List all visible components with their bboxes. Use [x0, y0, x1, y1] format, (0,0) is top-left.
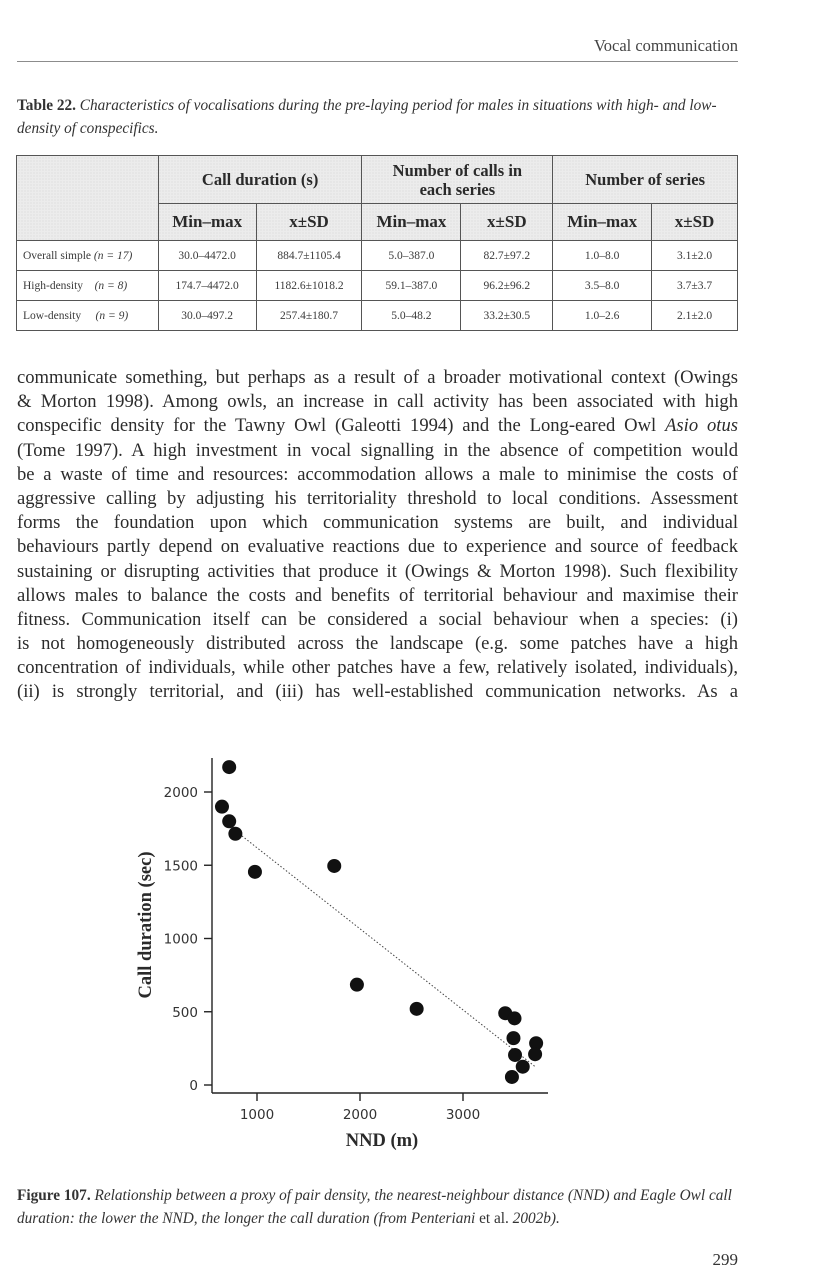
table-caption-label: Table 22.: [17, 97, 76, 114]
y-tick-label: 0: [189, 1078, 198, 1094]
y-tick-label: 1500: [163, 858, 198, 875]
x-tick-label: 2000: [342, 1107, 378, 1123]
group-header-call-duration: Call duration (s): [158, 156, 362, 204]
table-cell: 33.2±30.5: [461, 301, 553, 331]
table-cell: 884.7±1105.4: [256, 241, 362, 271]
table-cell: 5.0–48.2: [362, 301, 461, 331]
figure-caption-year: 2002b).: [508, 1210, 560, 1227]
data-table: [16, 155, 738, 331]
y-tick-label: 2000: [163, 785, 198, 801]
y-tick-label: 1000: [163, 931, 198, 948]
subheader: Min–max: [362, 204, 461, 241]
subheader: x±SD: [256, 204, 362, 241]
data-point: [508, 1048, 522, 1062]
y-ticks: [164, 785, 212, 1094]
table-cell: 30.0–497.2: [158, 301, 256, 331]
data-point: [215, 800, 229, 814]
subheader: x±SD: [461, 204, 553, 241]
figure-caption: [17, 1184, 742, 1230]
table-cell: 5.0–387.0: [362, 241, 461, 271]
chart-axes: [212, 758, 548, 1093]
table-row: [17, 301, 738, 331]
data-point: [410, 1002, 424, 1016]
data-point: [516, 1060, 530, 1074]
data-point: [327, 859, 341, 873]
data-point: [350, 978, 364, 992]
subheader: Min–max: [553, 204, 652, 241]
data-point: [506, 1031, 520, 1045]
y-tick-label: 500: [172, 1004, 198, 1021]
table-cell: 1.0–8.0: [553, 241, 652, 271]
group-header-number-of-series: Number of series: [553, 156, 738, 204]
x-tick-label: 1000: [239, 1107, 275, 1123]
text-line: & Morton 1998). Among owls, an increase in call activity has been associated with high: [17, 391, 738, 413]
table-cell: 82.7±97.2: [461, 241, 553, 271]
row-label: Overall simple (n = 17): [17, 241, 159, 271]
text-line: (Tome 1997). A high investment in vocal signalling in the absence of competition would: [17, 439, 738, 461]
text-line: sustaining or disrupting activities that produce it (Owings & Morton 1998). Such flexibility: [17, 560, 738, 582]
text-line: is not homogeneously distributed across the landscape (e.g. some patches have a high: [17, 633, 738, 655]
table-cell: 30.0–4472.0: [158, 241, 256, 271]
data-point: [228, 827, 242, 841]
body-paragraph: [17, 366, 738, 705]
trend-line: [236, 832, 536, 1068]
data-point: [222, 760, 236, 774]
scatter-chart: [0, 740, 815, 1180]
table-corner-cell: [17, 156, 159, 241]
data-point: [528, 1047, 542, 1061]
text-line: concentration of individuals, while other patches have a few, relatively isolated, individuals),: [17, 657, 738, 679]
x-ticks: [240, 1093, 480, 1123]
text-line: behaviours partly depend on evaluative reactions due to experience and source of feedback: [17, 536, 738, 558]
table-cell: 2.1±2.0: [652, 301, 738, 331]
x-axis-label: NND (m): [345, 1131, 419, 1151]
figure-caption-label: Figure 107.: [17, 1187, 91, 1204]
subheader: x±SD: [652, 204, 738, 241]
table-row: [17, 271, 738, 301]
table-cell: 3.5–8.0: [553, 271, 652, 301]
table-cell: 174.7–4472.0: [158, 271, 256, 301]
table-cell: 3.1±2.0: [652, 241, 738, 271]
text-line: communicate something, but perhaps as a result of a broader motivational context (Owings: [17, 367, 738, 388]
species-name: Asio otus: [665, 415, 738, 437]
table-caption-text: Characteristics of vocalisations during the pre-laying period for males in situations with high- and low-density of conspecifics.: [17, 97, 717, 137]
text-line: be a waste of time and resources: accommodation allows a male to minimise the costs of: [17, 463, 738, 485]
subheader: Min–max: [158, 204, 256, 241]
table-cell: 257.4±180.7: [256, 301, 362, 331]
text-line: conspecific density for the Tawny Owl (Galeotti 1994) and the Long-eared Owl Asio otus: [17, 415, 738, 437]
row-label: High-density (n = 8): [17, 271, 159, 301]
data-points: [215, 760, 543, 1084]
text-line: forms the foundation upon which communication systems are built, and individual: [17, 512, 738, 534]
group-header-calls-per-series: Number of calls in each series: [362, 156, 553, 204]
table-caption: [17, 94, 742, 140]
figure-caption-text: Relationship between a proxy of pair density, the nearest-neighbour distance (NND) and Eagle Owl call duration: the lower the NND, the longer the call duration (from Penteriani: [17, 1187, 732, 1227]
text-line: fitness. Communication itself can be considered a social behaviour when a species: (i): [17, 608, 738, 630]
y-axis-label: Call duration (sec): [136, 851, 156, 999]
text-line: allows males to balance the costs and benefits of territorial behaviour and maximise their: [17, 584, 738, 606]
text-line: aggressive calling by adjusting his territoriality threshold to local conditions. Assessment: [17, 487, 738, 509]
data-point: [508, 1011, 522, 1025]
et-al: et al.: [479, 1210, 509, 1227]
data-point: [505, 1070, 519, 1084]
data-point: [248, 865, 262, 879]
data-point: [222, 814, 236, 828]
table-cell: 1182.6±1018.2: [256, 271, 362, 301]
table-cell: 96.2±96.2: [461, 271, 553, 301]
table-cell: 1.0–2.6: [553, 301, 652, 331]
row-label: Low-density (n = 9): [17, 301, 159, 331]
x-tick-label: 3000: [445, 1107, 481, 1123]
page-number: 299: [712, 1250, 738, 1269]
table-cell: 59.1–387.0: [362, 271, 461, 301]
table-row: [17, 241, 738, 271]
running-head: Vocal communication: [17, 36, 738, 62]
table-cell: 3.7±3.7: [652, 271, 738, 301]
text-line: (ii) is strongly territorial, and (iii) has well-established communication networks. As a: [17, 681, 738, 703]
